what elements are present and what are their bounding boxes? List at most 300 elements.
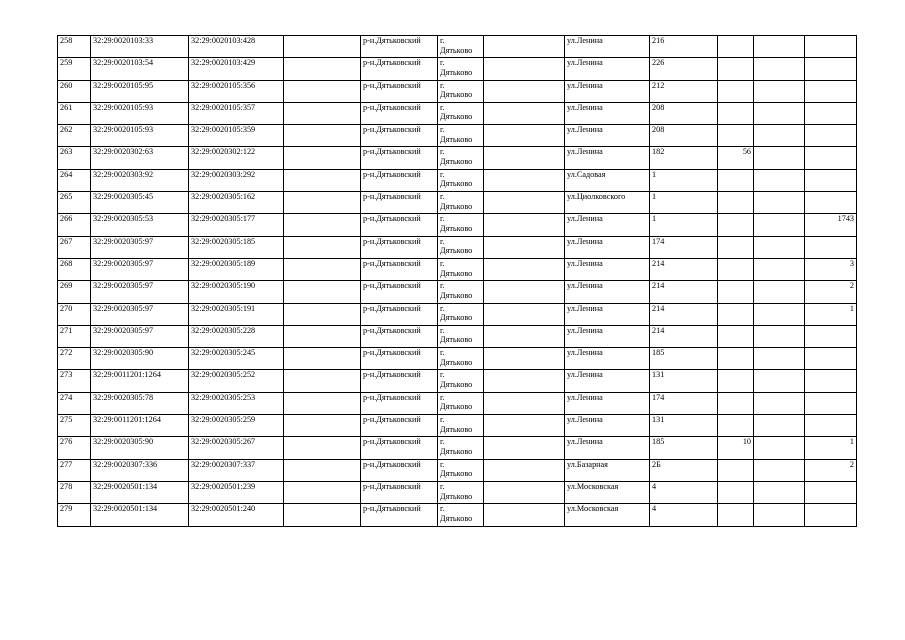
source-cadastral-number-cell: 32:29:0011201:1264 bbox=[91, 415, 189, 437]
value-cell-2 bbox=[754, 236, 805, 258]
district-cell: р-н.Дятьковский bbox=[361, 214, 438, 236]
value-cell-3 bbox=[805, 481, 857, 503]
table-row bbox=[58, 348, 857, 370]
row-number-cell: 258 bbox=[58, 36, 91, 58]
empty-cell bbox=[484, 36, 565, 58]
value-cell-1 bbox=[718, 392, 754, 414]
source-cadastral-number-cell: 32:29:0011201:1264 bbox=[91, 370, 189, 392]
value-cell-3 bbox=[805, 504, 857, 526]
city-cell bbox=[438, 192, 484, 214]
city-cell bbox=[438, 281, 484, 303]
empty-cell bbox=[284, 481, 361, 503]
table-row bbox=[58, 192, 857, 214]
city-cell bbox=[438, 80, 484, 102]
street-cell: ул.Московская bbox=[565, 481, 650, 503]
city-name: Дятьково bbox=[440, 201, 473, 211]
row-number-cell: 278 bbox=[58, 481, 91, 503]
table-row bbox=[58, 459, 857, 481]
empty-cell bbox=[484, 504, 565, 526]
district-cell: р-н.Дятьковский bbox=[361, 459, 438, 481]
value-cell-3: 1743 bbox=[805, 214, 857, 236]
empty-cell bbox=[284, 192, 361, 214]
city-prefix: г. bbox=[440, 80, 445, 90]
city-prefix: г. bbox=[440, 504, 445, 514]
row-number-cell: 270 bbox=[58, 303, 91, 325]
house-number-cell: 2Б bbox=[650, 459, 718, 481]
empty-cell bbox=[484, 392, 565, 414]
city-prefix: г. bbox=[440, 415, 445, 425]
district-cell: р-н.Дятьковский bbox=[361, 281, 438, 303]
district-cell: р-н.Дятьковский bbox=[361, 325, 438, 347]
table-row bbox=[58, 147, 857, 169]
object-cadastral-number-cell: 32:29:0020105:356 bbox=[189, 80, 284, 102]
table-row bbox=[58, 214, 857, 236]
city-name: Дятьково bbox=[440, 67, 473, 77]
value-cell-3: 2 bbox=[805, 281, 857, 303]
empty-cell bbox=[484, 258, 565, 280]
value-cell-2 bbox=[754, 348, 805, 370]
district-cell: р-н.Дятьковский bbox=[361, 258, 438, 280]
row-number-cell: 279 bbox=[58, 504, 91, 526]
city-cell bbox=[438, 303, 484, 325]
city-cell bbox=[438, 370, 484, 392]
object-cadastral-number-cell: 32:29:0020105:357 bbox=[189, 102, 284, 124]
empty-cell bbox=[484, 348, 565, 370]
district-cell: р-н.Дятьковский bbox=[361, 437, 438, 459]
empty-cell bbox=[284, 392, 361, 414]
value-cell-2 bbox=[754, 102, 805, 124]
city-prefix: г. bbox=[440, 236, 445, 246]
object-cadastral-number-cell: 32:29:0020501:239 bbox=[189, 481, 284, 503]
value-cell-2 bbox=[754, 459, 805, 481]
empty-cell bbox=[284, 303, 361, 325]
empty-cell bbox=[284, 58, 361, 80]
city-name: Дятьково bbox=[440, 179, 473, 189]
value-cell-2 bbox=[754, 281, 805, 303]
empty-cell bbox=[284, 236, 361, 258]
value-cell-3: 2 bbox=[805, 459, 857, 481]
source-cadastral-number-cell: 32:29:0020302:63 bbox=[91, 147, 189, 169]
house-number-cell: 174 bbox=[650, 236, 718, 258]
street-cell: ул.Ленина bbox=[565, 415, 650, 437]
table-row bbox=[58, 36, 857, 58]
table-row bbox=[58, 392, 857, 414]
source-cadastral-number-cell: 32:29:0020305:90 bbox=[91, 437, 189, 459]
empty-cell bbox=[484, 303, 565, 325]
city-cell bbox=[438, 236, 484, 258]
source-cadastral-number-cell: 32:29:0020305:90 bbox=[91, 348, 189, 370]
house-number-cell: 131 bbox=[650, 370, 718, 392]
source-cadastral-number-cell: 32:29:0020305:97 bbox=[91, 258, 189, 280]
empty-cell bbox=[284, 169, 361, 191]
row-number-cell: 268 bbox=[58, 258, 91, 280]
house-number-cell: 216 bbox=[650, 36, 718, 58]
object-cadastral-number-cell: 32:29:0020305:259 bbox=[189, 415, 284, 437]
city-cell bbox=[438, 459, 484, 481]
value-cell-2 bbox=[754, 169, 805, 191]
house-number-cell: 208 bbox=[650, 125, 718, 147]
district-cell: р-н.Дятьковский bbox=[361, 415, 438, 437]
source-cadastral-number-cell: 32:29:0020105:95 bbox=[91, 80, 189, 102]
value-cell-3: 1 bbox=[805, 303, 857, 325]
house-number-cell: 1 bbox=[650, 192, 718, 214]
city-name: Дятьково bbox=[440, 112, 473, 122]
object-cadastral-number-cell: 32:29:0020305:189 bbox=[189, 258, 284, 280]
value-cell-2 bbox=[754, 437, 805, 459]
city-prefix: г. bbox=[440, 169, 445, 179]
table-row bbox=[58, 415, 857, 437]
row-number-cell: 271 bbox=[58, 325, 91, 347]
source-cadastral-number-cell: 32:29:0020305:53 bbox=[91, 214, 189, 236]
table-row bbox=[58, 125, 857, 147]
house-number-cell: 212 bbox=[650, 80, 718, 102]
house-number-cell: 214 bbox=[650, 325, 718, 347]
city-prefix: г. bbox=[440, 392, 445, 402]
value-cell-1 bbox=[718, 125, 754, 147]
city-name: Дятьково bbox=[440, 491, 473, 501]
city-prefix: г. bbox=[440, 58, 445, 68]
city-prefix: г. bbox=[440, 36, 445, 45]
source-cadastral-number-cell: 32:29:0020105:93 bbox=[91, 125, 189, 147]
empty-cell bbox=[484, 325, 565, 347]
city-cell bbox=[438, 325, 484, 347]
city-prefix: г. bbox=[440, 370, 445, 380]
street-cell: ул.Ленина bbox=[565, 125, 650, 147]
empty-cell bbox=[284, 370, 361, 392]
empty-cell bbox=[284, 325, 361, 347]
value-cell-3: 1 bbox=[805, 437, 857, 459]
source-cadastral-number-cell: 32:29:0020305:97 bbox=[91, 236, 189, 258]
value-cell-3 bbox=[805, 348, 857, 370]
street-cell: ул.Ленина bbox=[565, 102, 650, 124]
house-number-cell: 214 bbox=[650, 281, 718, 303]
empty-cell bbox=[484, 281, 565, 303]
row-number-cell: 273 bbox=[58, 370, 91, 392]
source-cadastral-number-cell: 32:29:0020105:93 bbox=[91, 102, 189, 124]
value-cell-3 bbox=[805, 80, 857, 102]
street-cell: ул.Ленина bbox=[565, 236, 650, 258]
empty-cell bbox=[484, 214, 565, 236]
value-cell-2 bbox=[754, 36, 805, 58]
street-cell: ул.Ленина bbox=[565, 58, 650, 80]
value-cell-1 bbox=[718, 459, 754, 481]
table-row bbox=[58, 258, 857, 280]
value-cell-3 bbox=[805, 370, 857, 392]
city-cell bbox=[438, 169, 484, 191]
city-name: Дятьково bbox=[440, 134, 473, 144]
empty-cell bbox=[484, 370, 565, 392]
district-cell: р-н.Дятьковский bbox=[361, 370, 438, 392]
house-number-cell: 214 bbox=[650, 303, 718, 325]
city-cell bbox=[438, 125, 484, 147]
row-number-cell: 266 bbox=[58, 214, 91, 236]
street-cell: ул.Ленина bbox=[565, 36, 650, 58]
empty-cell bbox=[284, 281, 361, 303]
city-name: Дятьково bbox=[440, 357, 473, 367]
district-cell: р-н.Дятьковский bbox=[361, 169, 438, 191]
value-cell-1 bbox=[718, 258, 754, 280]
value-cell-3 bbox=[805, 236, 857, 258]
house-number-cell: 4 bbox=[650, 481, 718, 503]
empty-cell bbox=[284, 147, 361, 169]
value-cell-1 bbox=[718, 80, 754, 102]
value-cell-2 bbox=[754, 258, 805, 280]
city-cell bbox=[438, 437, 484, 459]
table-row bbox=[58, 80, 857, 102]
house-number-cell: 182 bbox=[650, 147, 718, 169]
city-prefix: г. bbox=[440, 192, 445, 202]
value-cell-1 bbox=[718, 192, 754, 214]
empty-cell bbox=[484, 192, 565, 214]
empty-cell bbox=[284, 437, 361, 459]
empty-cell bbox=[484, 459, 565, 481]
value-cell-2 bbox=[754, 370, 805, 392]
empty-cell bbox=[484, 147, 565, 169]
row-number-cell: 260 bbox=[58, 80, 91, 102]
value-cell-1: 56 bbox=[718, 147, 754, 169]
source-cadastral-number-cell: 32:29:0020305:97 bbox=[91, 303, 189, 325]
city-cell bbox=[438, 258, 484, 280]
source-cadastral-number-cell: 32:29:0020305:78 bbox=[91, 392, 189, 414]
empty-cell bbox=[284, 348, 361, 370]
city-prefix: г. bbox=[440, 147, 445, 157]
value-cell-3 bbox=[805, 147, 857, 169]
district-cell: р-н.Дятьковский bbox=[361, 125, 438, 147]
empty-cell bbox=[284, 415, 361, 437]
value-cell-1 bbox=[718, 36, 754, 58]
street-cell: ул.Ленина bbox=[565, 281, 650, 303]
city-cell bbox=[438, 481, 484, 503]
house-number-cell: 1 bbox=[650, 169, 718, 191]
object-cadastral-number-cell: 32:29:0020305:253 bbox=[189, 392, 284, 414]
object-cadastral-number-cell: 32:29:0020103:429 bbox=[189, 58, 284, 80]
table-row bbox=[58, 281, 857, 303]
value-cell-3 bbox=[805, 102, 857, 124]
city-prefix: г. bbox=[440, 281, 445, 291]
city-name: Дятьково bbox=[440, 469, 473, 479]
value-cell-2 bbox=[754, 58, 805, 80]
street-cell: ул.Ленина bbox=[565, 437, 650, 459]
city-name: Дятьково bbox=[440, 290, 473, 300]
row-number-cell: 264 bbox=[58, 169, 91, 191]
source-cadastral-number-cell: 32:29:0020501:134 bbox=[91, 481, 189, 503]
value-cell-1 bbox=[718, 348, 754, 370]
empty-cell bbox=[484, 437, 565, 459]
table-row bbox=[58, 325, 857, 347]
district-cell: р-н.Дятьковский bbox=[361, 392, 438, 414]
value-cell-1 bbox=[718, 169, 754, 191]
district-cell: р-н.Дятьковский bbox=[361, 58, 438, 80]
value-cell-1 bbox=[718, 281, 754, 303]
city-name: Дятьково bbox=[440, 313, 473, 323]
city-prefix: г. bbox=[440, 303, 445, 313]
value-cell-2 bbox=[754, 80, 805, 102]
source-cadastral-number-cell: 32:29:0020501:134 bbox=[91, 504, 189, 526]
table-row bbox=[58, 58, 857, 80]
table-row bbox=[58, 169, 857, 191]
city-cell bbox=[438, 214, 484, 236]
object-cadastral-number-cell: 32:29:0020501:240 bbox=[189, 504, 284, 526]
empty-cell bbox=[484, 125, 565, 147]
street-cell: ул.Ленина bbox=[565, 392, 650, 414]
value-cell-2 bbox=[754, 504, 805, 526]
house-number-cell: 131 bbox=[650, 415, 718, 437]
object-cadastral-number-cell: 32:29:0020305:267 bbox=[189, 437, 284, 459]
city-name: Дятьково bbox=[440, 223, 473, 233]
table-row bbox=[58, 504, 857, 526]
value-cell-2 bbox=[754, 192, 805, 214]
object-cadastral-number-cell: 32:29:0020103:428 bbox=[189, 36, 284, 58]
city-name: Дятьково bbox=[440, 402, 473, 412]
street-cell: ул.Ленина bbox=[565, 348, 650, 370]
street-cell: ул.Базарная bbox=[565, 459, 650, 481]
street-cell: ул.Московская bbox=[565, 504, 650, 526]
row-number-cell: 277 bbox=[58, 459, 91, 481]
city-name: Дятьково bbox=[440, 90, 473, 100]
city-prefix: г. bbox=[440, 125, 445, 135]
object-cadastral-number-cell: 32:29:0020305:228 bbox=[189, 325, 284, 347]
object-cadastral-number-cell: 32:29:0020305:245 bbox=[189, 348, 284, 370]
table-row bbox=[58, 370, 857, 392]
row-number-cell: 269 bbox=[58, 281, 91, 303]
empty-cell bbox=[484, 236, 565, 258]
street-cell: ул.Ленина bbox=[565, 80, 650, 102]
city-prefix: г. bbox=[440, 348, 445, 358]
city-name: Дятьково bbox=[440, 268, 473, 278]
district-cell: р-н.Дятьковский bbox=[361, 481, 438, 503]
city-cell bbox=[438, 147, 484, 169]
empty-cell bbox=[484, 58, 565, 80]
city-prefix: г. bbox=[440, 481, 445, 491]
city-prefix: г. bbox=[440, 102, 445, 112]
value-cell-1 bbox=[718, 236, 754, 258]
empty-cell bbox=[284, 459, 361, 481]
object-cadastral-number-cell: 32:29:0020305:190 bbox=[189, 281, 284, 303]
table-row bbox=[58, 481, 857, 503]
object-cadastral-number-cell: 32:29:0020302:122 bbox=[189, 147, 284, 169]
value-cell-1 bbox=[718, 325, 754, 347]
value-cell-2 bbox=[754, 147, 805, 169]
street-cell: ул.Ленина bbox=[565, 325, 650, 347]
value-cell-3 bbox=[805, 125, 857, 147]
city-name: Дятьково bbox=[440, 424, 473, 434]
value-cell-1 bbox=[718, 481, 754, 503]
house-number-cell: 214 bbox=[650, 258, 718, 280]
empty-cell bbox=[284, 125, 361, 147]
city-prefix: г. bbox=[440, 437, 445, 447]
city-cell bbox=[438, 392, 484, 414]
object-cadastral-number-cell: 32:29:0020105:359 bbox=[189, 125, 284, 147]
value-cell-3: 3 bbox=[805, 258, 857, 280]
value-cell-3 bbox=[805, 415, 857, 437]
empty-cell bbox=[484, 80, 565, 102]
house-number-cell: 226 bbox=[650, 58, 718, 80]
source-cadastral-number-cell: 32:29:0020305:97 bbox=[91, 325, 189, 347]
house-number-cell: 1 bbox=[650, 214, 718, 236]
object-cadastral-number-cell: 32:29:0020307:337 bbox=[189, 459, 284, 481]
empty-cell bbox=[484, 102, 565, 124]
source-cadastral-number-cell: 32:29:0020305:97 bbox=[91, 281, 189, 303]
value-cell-2 bbox=[754, 415, 805, 437]
row-number-cell: 272 bbox=[58, 348, 91, 370]
city-name: Дятьково bbox=[440, 513, 473, 523]
city-cell bbox=[438, 348, 484, 370]
empty-cell bbox=[284, 214, 361, 236]
empty-cell bbox=[284, 102, 361, 124]
source-cadastral-number-cell: 32:29:0020303:92 bbox=[91, 169, 189, 191]
empty-cell bbox=[284, 258, 361, 280]
value-cell-2 bbox=[754, 481, 805, 503]
district-cell: р-н.Дятьковский bbox=[361, 192, 438, 214]
street-cell: ул.Ленина bbox=[565, 258, 650, 280]
source-cadastral-number-cell: 32:29:0020103:54 bbox=[91, 58, 189, 80]
empty-cell bbox=[284, 80, 361, 102]
house-number-cell: 174 bbox=[650, 392, 718, 414]
house-number-cell: 4 bbox=[650, 504, 718, 526]
city-cell bbox=[438, 415, 484, 437]
city-name: Дятьково bbox=[440, 246, 473, 256]
street-cell: ул.Ленина bbox=[565, 147, 650, 169]
district-cell: р-н.Дятьковский bbox=[361, 80, 438, 102]
city-prefix: г. bbox=[440, 214, 445, 224]
empty-cell bbox=[484, 415, 565, 437]
value-cell-3 bbox=[805, 36, 857, 58]
value-cell-1: 10 bbox=[718, 437, 754, 459]
city-cell bbox=[438, 504, 484, 526]
row-number-cell: 259 bbox=[58, 58, 91, 80]
table-row bbox=[58, 303, 857, 325]
district-cell: р-н.Дятьковский bbox=[361, 504, 438, 526]
value-cell-3 bbox=[805, 325, 857, 347]
district-cell: р-н.Дятьковский bbox=[361, 36, 438, 58]
house-number-cell: 185 bbox=[650, 437, 718, 459]
row-number-cell: 262 bbox=[58, 125, 91, 147]
value-cell-3 bbox=[805, 192, 857, 214]
value-cell-2 bbox=[754, 125, 805, 147]
street-cell: ул.Циолковского bbox=[565, 192, 650, 214]
object-cadastral-number-cell: 32:29:0020305:191 bbox=[189, 303, 284, 325]
empty-cell bbox=[484, 481, 565, 503]
city-name: Дятьково bbox=[440, 380, 473, 390]
value-cell-1 bbox=[718, 370, 754, 392]
object-cadastral-number-cell: 32:29:0020305:185 bbox=[189, 236, 284, 258]
city-name: Дятьково bbox=[440, 446, 473, 456]
value-cell-2 bbox=[754, 392, 805, 414]
district-cell: р-н.Дятьковский bbox=[361, 303, 438, 325]
row-number-cell: 276 bbox=[58, 437, 91, 459]
value-cell-3 bbox=[805, 58, 857, 80]
table-row bbox=[58, 102, 857, 124]
value-cell-3 bbox=[805, 169, 857, 191]
empty-cell bbox=[284, 504, 361, 526]
object-cadastral-number-cell: 32:29:0020305:162 bbox=[189, 192, 284, 214]
district-cell: р-н.Дятьковский bbox=[361, 236, 438, 258]
district-cell: р-н.Дятьковский bbox=[361, 147, 438, 169]
value-cell-1 bbox=[718, 415, 754, 437]
row-number-cell: 267 bbox=[58, 236, 91, 258]
source-cadastral-number-cell: 32:29:0020307:336 bbox=[91, 459, 189, 481]
street-cell: ул.Ленина bbox=[565, 303, 650, 325]
value-cell-1 bbox=[718, 303, 754, 325]
empty-cell bbox=[284, 36, 361, 58]
value-cell-3 bbox=[805, 392, 857, 414]
value-cell-2 bbox=[754, 214, 805, 236]
street-cell: ул.Ленина bbox=[565, 370, 650, 392]
source-cadastral-number-cell: 32:29:0020103:33 bbox=[91, 36, 189, 58]
city-cell bbox=[438, 58, 484, 80]
city-name: Дятьково bbox=[440, 157, 473, 167]
value-cell-1 bbox=[718, 214, 754, 236]
